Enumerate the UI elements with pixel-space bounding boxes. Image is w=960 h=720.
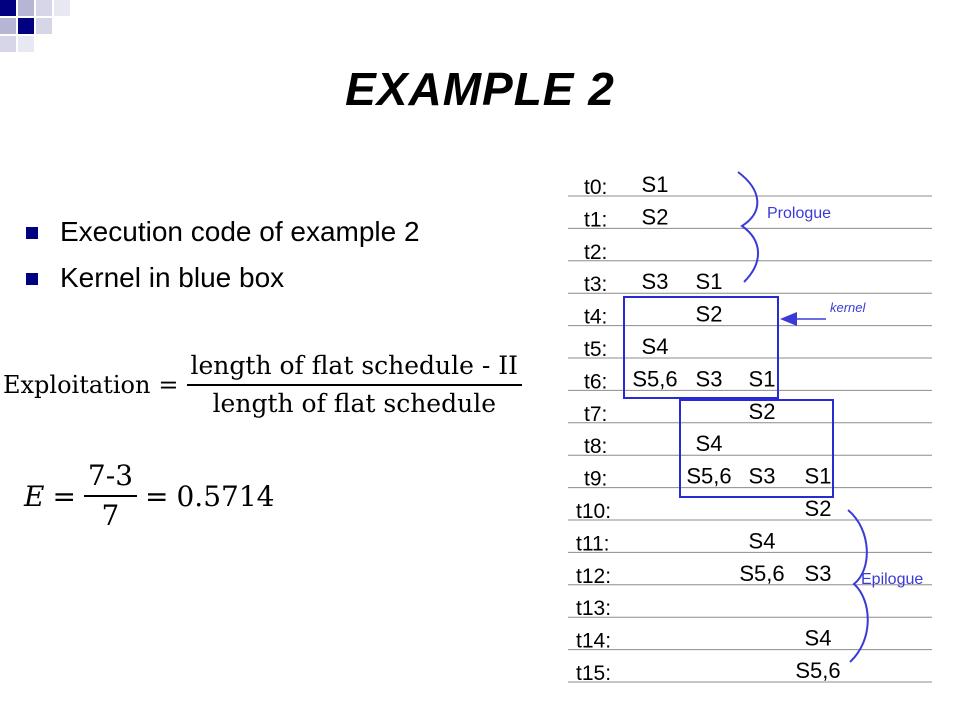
time-step-label: t7: [584, 402, 608, 426]
equals-sign: = [145, 479, 169, 513]
time-step-label: t11: [576, 532, 610, 556]
time-step-label: t5: [584, 338, 608, 361]
slide-title: EXAMPLE 2 [345, 63, 615, 115]
fraction-denominator: length of flat schedule [212, 389, 496, 418]
statement-cell: S5,6 [632, 366, 678, 392]
statement-cell: S1 [804, 463, 832, 489]
equals-sign: = [158, 371, 179, 399]
time-step-label: t12: [576, 564, 612, 588]
bullet-text: Execution code of example 2 [60, 216, 420, 247]
statement-cell: S3 [695, 366, 723, 392]
time-step-label: t4: [584, 305, 608, 329]
time-step-label: t3: [584, 273, 608, 297]
time-step-label: t9: [584, 467, 608, 491]
statement-cell: S3 [641, 269, 669, 295]
prologue-label: Prologue [767, 205, 832, 222]
statement-cell: S4 [695, 431, 723, 457]
formula-result: 0.5714 [176, 479, 275, 513]
statement-cell: S2 [804, 496, 832, 521]
bullet-text: Kernel in blue box [60, 262, 285, 293]
statement-cell: S2 [695, 301, 723, 327]
epilogue-label: Epilogue [861, 571, 924, 588]
statement-cell: S5,6 [686, 463, 732, 489]
statement-cell: S1 [641, 172, 669, 197]
time-step-label: t10: [576, 500, 612, 523]
statement-cell: S4 [641, 334, 669, 359]
statement-cell: S5,6 [795, 658, 841, 683]
time-step-label: t8: [584, 435, 608, 459]
statement-cell: S4 [804, 625, 832, 651]
time-step-label: t15: [576, 662, 612, 685]
fraction-numerator: 7-3 [87, 459, 134, 492]
kernel-label: kernel [830, 300, 866, 315]
time-step-label: t13: [576, 597, 612, 621]
time-step-label: t6: [584, 370, 608, 394]
statement-cell: S2 [641, 204, 669, 230]
equals-sign: = [52, 479, 76, 513]
statement-cell: S2 [748, 398, 776, 424]
time-step-label: t0: [584, 176, 608, 199]
fraction-numerator: length of flat schedule - II [190, 351, 519, 380]
kernel-arrow-head-icon [780, 312, 797, 326]
statement-cell: S1 [695, 269, 723, 295]
statement-cell: S3 [804, 560, 832, 586]
statement-cell: S1 [748, 366, 776, 392]
statement-cell: S3 [748, 463, 776, 489]
statement-cell: S5,6 [739, 560, 785, 586]
formula-lhs: Exploitation [3, 371, 151, 399]
statement-cell: S4 [748, 528, 776, 554]
time-step-label: t2: [584, 240, 608, 264]
prologue-brace-icon [738, 172, 758, 282]
time-step-label: t1: [584, 208, 608, 232]
formula-lhs: E [24, 479, 45, 513]
time-step-label: t14: [576, 629, 612, 653]
fraction-denominator: 7 [101, 499, 120, 532]
